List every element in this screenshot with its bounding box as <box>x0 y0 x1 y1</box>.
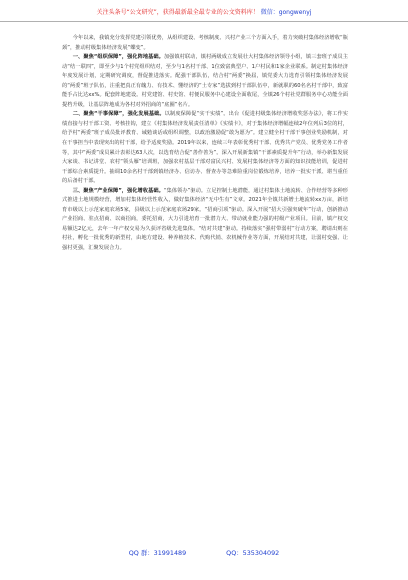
paragraph-text: “集体领办”驱动。立足控制土地潜能，通过村集体土地流转、合作经营等多种形式推进土地规模经营，增加村集体经营性收入，做好集体经济“无中生有”文章。2021年全镇共新增土地流转xx万亩，新培育市级以上示范家庭农场5家，县级以上示范家庭农场29家。“招商引项”驱动。深入开展“招大引强突破年”行动，创新推动产业招商、驻点招商、以商招商，委托招商，大力引进培育一批潜力大、带动就业能力强的村级产业项目。目前，镇产权交易额达2亿元，去年一年产权交易为久获评省级先进集体。“结对共建”驱动。持续落实“强村带弱村”行动方案，聘请出则在村社，孵化一批优秀的新型村，由地方建设、种养植技术、代购代销、农机械作业等方面，开展结对共建，让弱村变强、让强村更强，汇聚发展合力。 <box>62 187 349 252</box>
document-body <box>62 34 348 254</box>
intro-paragraph <box>62 34 348 53</box>
header-wechat-text: 微信：gongwenyj <box>260 9 312 16</box>
section-heading: 三、聚焦“产业保障”，强化增收基础。 <box>72 187 164 194</box>
section-organization-paragraph <box>62 53 348 110</box>
section-heading: 一、聚焦“组织保障”，强化阵地基础。 <box>72 54 164 61</box>
paragraph-text: 以制度保障促“实干实绩”。出台《促进村级集体经济增收奖惩办法》，将工作实绩直接与村干部工资、考核挂钩，建立《村集体经济发展责任清单》《实绩卡》，对于集体经济增幅连续2年位列后3位的村，给予村“两委”班子成员批评教育、诫勉谈话或组织调整，以政治激励促“敢为愿为”。建立健全村干部干事创业奖励机制，对在干事担当中表现突出的村干部，给予适度奖励。2019年以来，连续三年表彰优秀村干部、优秀共产党员、优秀党务工作者等，其中“两委”成员累计表彰达63人次，以选育结合促“善作善为”。深入开展新集镇“干部素质提升年”行动，举办新集发展大家谈、书记讲堂、农村“领头雁”培训班，加强农村基层干部对富民兴村、发展村集体经济等方面的知识技能培训，促进村干部综合素质提升。抽调10余名村干部到镇经济办、信访办、督查办等急难险重岗位锻炼培养，培养一批实干派、堪当重任的后备村干部。 <box>62 111 349 185</box>
section-industry-paragraph <box>62 187 348 254</box>
footer-qq-number: QQ：535304092 <box>226 549 280 557</box>
section-heading: 二、聚焦“干事保障”，强化发展基础。 <box>72 111 165 118</box>
page-footer <box>0 549 408 558</box>
page-header <box>0 8 408 17</box>
section-cadre-paragraph <box>62 110 348 186</box>
paragraph-text: 今年以来，我镇充分发挥党建引领优势，从组织建设、考核制度、兴村产业三个方面入手，着力突破村集体经济增收“瓶颈”，推动村级集体经济发展“蝶变”。 <box>62 35 348 51</box>
footer-qq-group: QQ 群：31991489 <box>128 549 187 557</box>
paragraph-text: 加强镇村联动，镇村两级成立发展壮大村集体经济领导小组，镇三套班子成员主动“结一联四”，即至少与1个村党组织结对，至少与1名村干部、1位致富典型户、1户村民和1家企业联系。制定村集体经济年度发展计划，定期研究调度，督促推进落实。配强干部队伍，结合村“两委”换届，镇党委大力选育引领村集体经济发展的“两委”班子队伍，注重把真正有魄力、有技术、懂经济的“土专家”选拔到村干部队伍中，新就职的60名名村干部中，致富能手占比达xx%。配套阵地建设。村党建馆、村史馆、村便民服务中心建设全面收尾，全镇26个村社党群服务中心功能全面提档升级，让基层阵地成为各村对外招商的“底圈”名片。 <box>62 54 348 108</box>
header-promo-text: 关注头条号“公文研究”，获得最新最全最专业的公文资料库！ <box>96 9 259 16</box>
header-divider <box>0 21 408 22</box>
